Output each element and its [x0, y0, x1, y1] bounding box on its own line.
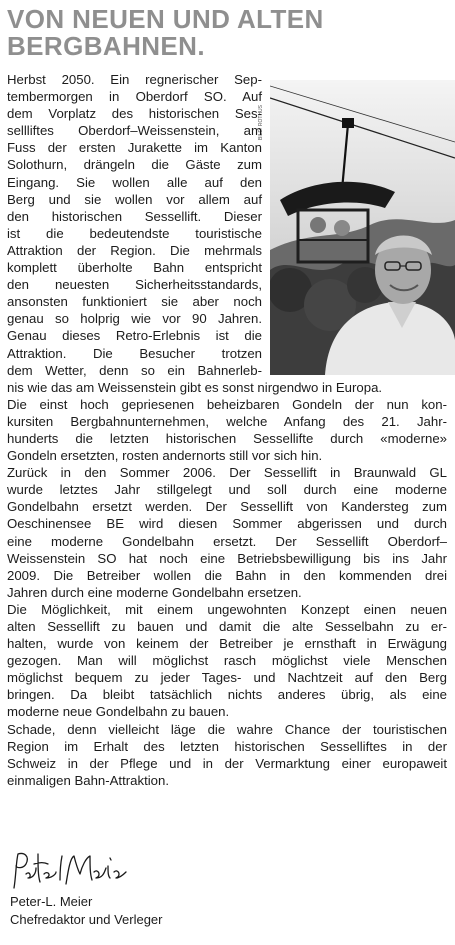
article-title: [7, 6, 447, 60]
body-line: moderne neue Gondelbahn zu bauen.: [7, 704, 230, 720]
body-line: Eingang. Sie wollen alle auf den: [7, 174, 262, 190]
photo-credit: BILD: ROTHUS: [258, 104, 264, 140]
body-line: Region im Erhalt des letzten historischen Sesselliftes in der: [7, 738, 447, 754]
author-role: Chefredaktor und Verleger: [10, 912, 163, 927]
body-line: Herbst 2050. Ein regnerischer Sep-: [7, 72, 262, 87]
body-line: Gondelbahn ersetzt werden. Der Sessellift von Kandersteg zum: [7, 499, 447, 515]
body-line: möglichst bequem zu jeder Tages- und Nachtzeit auf den Berg: [7, 670, 447, 686]
body-line: genau so holprig wie vor 90 Jahren.: [7, 311, 262, 327]
body-line: sellliftes Oberdorf–Weissenstein, am: [7, 123, 262, 139]
title-line-1: VON NEUEN UND ALTEN: [7, 4, 324, 34]
body-line: Solothurn, drängeln die Gäste zum: [7, 157, 262, 173]
author-name: Peter-L. Meier: [10, 894, 93, 909]
title-line-2: BERGBAHNEN.: [7, 31, 205, 61]
article-body: [7, 71, 447, 789]
body-line: bringen. Da bleibt tatsächlich nichts anderes übrig, als eine: [7, 687, 447, 703]
body-line: Schade, denn vielleicht läge die wahre Chance der touristischen: [7, 721, 447, 737]
body-line: dem Vorplatz des historischen Ses-: [7, 106, 262, 122]
body-line: nis wie das am Weissenstein gibt es sonst nirgendwo in Europa.: [7, 379, 383, 395]
body-line: Fuss der ersten Jurakette im Kanton: [7, 140, 262, 156]
body-line: hunderts die letzten historischen Sessellifte durch «moderne»: [7, 430, 447, 446]
body-line: den neuesten Sicherheitsstandards,: [7, 277, 262, 293]
body-line: 2009. Die Betreiber wollen die Bahn in den kommenden drei: [7, 567, 447, 583]
body-line: Jahren durch eine moderne Gondelbahn ersetzen.: [7, 584, 302, 600]
body-line: eine moderne Gondelbahn ersetzt. Der Sessellift Oberdorf–: [7, 533, 447, 549]
body-line: dem Wetter, denn so ein Bahnerleb-: [7, 362, 262, 378]
body-line: Berg und sie wollen vor allem auf: [7, 191, 262, 207]
body-line: einmaligen Bahn-Attraktion.: [7, 772, 170, 788]
body-line: Weissenstein SO hat noch eine Betriebsbewilligung bis ins Jahr: [7, 550, 447, 566]
body-line: Die einst hoch gepriesenen beheizbaren Gondeln der nun kon-: [7, 396, 447, 412]
body-line: halten, wurde von keinem der Betreiber je ernsthaft in Erwägung: [7, 636, 447, 652]
body-line: Die Möglichkeit, mit einem ungewohnten Konzept einen neuen: [7, 601, 447, 617]
body-line: wurde letztes Jahr stillgelegt und soll durch eine moderne: [7, 482, 447, 498]
body-line: gezogen. Man will möglichst rasch möglichst viele Menschen: [7, 653, 447, 669]
body-line: Zurück in den Sommer 2006. Der Sessellift in Braunwald GL: [7, 465, 447, 481]
body-line: den historischen Sessellift. Dieser: [7, 208, 262, 224]
body-line: Oeschinensee BE wird diesen Sommer abgerissen und durch: [7, 516, 447, 532]
body-line: ansonsten funktioniert sie aber noch: [7, 294, 262, 310]
body-line: tembermorgen in Oberdorf SO. Auf: [7, 89, 262, 105]
body-line: ist die bedeutendste touristische: [7, 225, 262, 241]
body-line: komplett überholte Bahn entspricht: [7, 260, 262, 276]
author-signature: [10, 848, 130, 892]
body-line: kursiten Bergbahnunternehmen, welche Anfang des 21. Jahr-: [7, 413, 447, 429]
body-line: alten Sessellift zu bauen und damit die alte Sesselbahn zu er-: [7, 619, 447, 634]
body-line: Attraktion der Region. Die mehrmals: [7, 242, 262, 258]
body-line: Gondeln ersetzten, rosten andernorts still vor sich hin.: [7, 448, 323, 464]
body-line: Schweiz in der Pflege und in der Vermarktung einer europaweit: [7, 755, 447, 771]
body-line: Genau dieses Retro-Erlebnis ist die: [7, 328, 262, 344]
body-line: Attraktion. Die Besucher trotzen: [7, 345, 262, 361]
